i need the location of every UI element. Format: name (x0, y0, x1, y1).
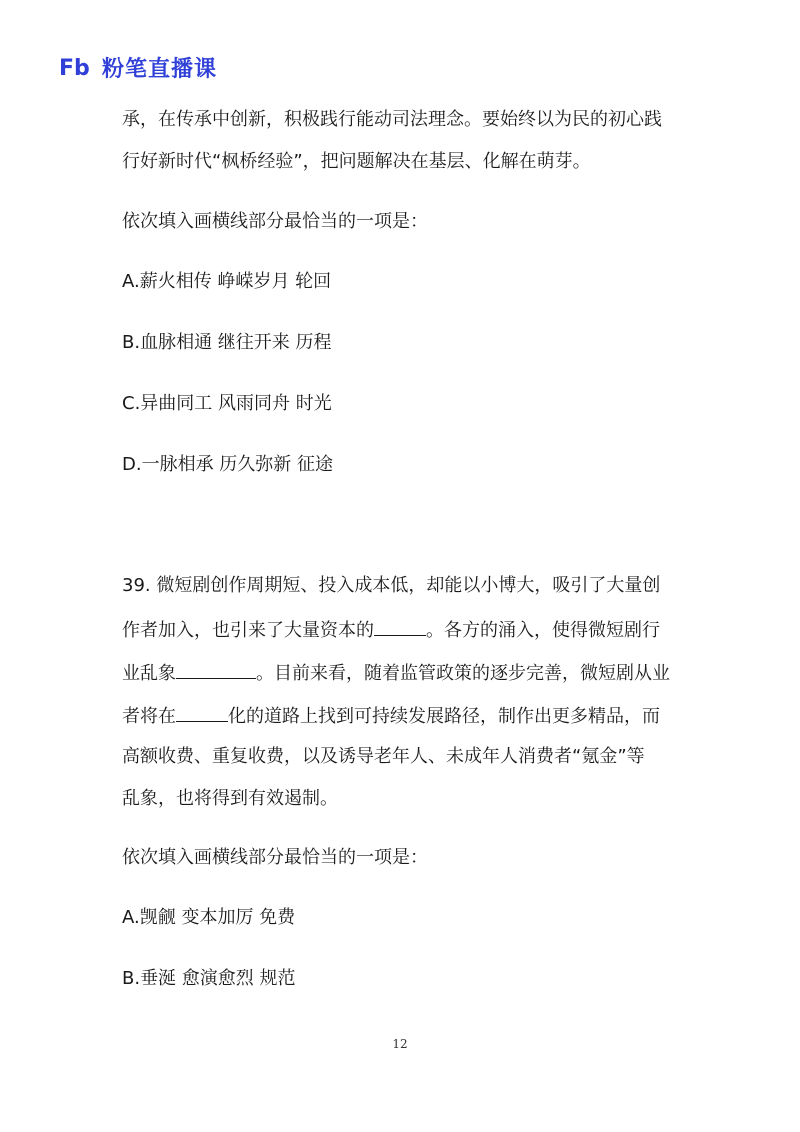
q38-passage-line-2: 行好新时代“枫桥经验”，把问题解决在基层、化解在萌芽。 (122, 151, 591, 172)
q38-prompt: 依次填入画横线部分最恰当的一项是： (122, 211, 428, 232)
fenbi-logo-icon (58, 54, 96, 80)
logo-text: Fb (59, 56, 90, 80)
q39-option-a: A.觊觎 变本加厉 免费 (122, 907, 296, 928)
q39-option-b: B.垂涎 愈演愈烈 规范 (122, 968, 296, 989)
brand-name: 粉笔直播课 (102, 56, 218, 82)
q39-passage-line-2 (122, 617, 660, 643)
q39-passage-line-6: 乱象，也将得到有效遏制。 (122, 788, 338, 809)
q39-passage-line-1: 39. 微短剧创作周期短、投入成本低，却能以小博大，吸引了大量创 (122, 575, 661, 596)
q38-passage-line-1: 承，在传承中创新，积极践行能动司法理念。要始终以为民的初心践 (122, 109, 662, 130)
q38-option-a: A.薪火相传 峥嵘岁月 轮回 (122, 271, 332, 292)
q39-line-4-text-a: 者将在 (122, 706, 176, 727)
q39-passage-line-4 (122, 703, 660, 729)
page-number: 12 (392, 1037, 408, 1051)
q39-passage-line-5: 高额收费、重复收费，以及诱导老年人、未成年人消费者“氪金”等 (122, 746, 645, 767)
q39-line-3-text-a: 业乱象 (122, 663, 176, 684)
q38-option-d: D.一脉相承 历久弥新 征途 (122, 454, 334, 475)
q39-line-3-text-b: 。目前来看，随着监管政策的逐步完善，微短剧从业 (256, 663, 670, 684)
q39-line-2-text-a: 作者加入，也引来了大量资本的 (122, 620, 374, 641)
answer-blank-1 (374, 617, 426, 636)
page-header (58, 52, 217, 82)
answer-blank-2 (176, 660, 256, 679)
q39-line-4-text-b: 化的道路上找到可持续发展路径，制作出更多精品，而 (228, 706, 660, 727)
answer-blank-3 (176, 703, 228, 722)
q38-option-c: C.异曲同工 风雨同舟 时光 (122, 393, 332, 414)
q39-line-2-text-b: 。各方的涌入，使得微短剧行 (426, 620, 660, 641)
q38-option-b: B.血脉相通 继往开来 历程 (122, 332, 332, 353)
q39-prompt: 依次填入画横线部分最恰当的一项是： (122, 847, 428, 868)
q39-passage-line-3 (122, 660, 670, 686)
